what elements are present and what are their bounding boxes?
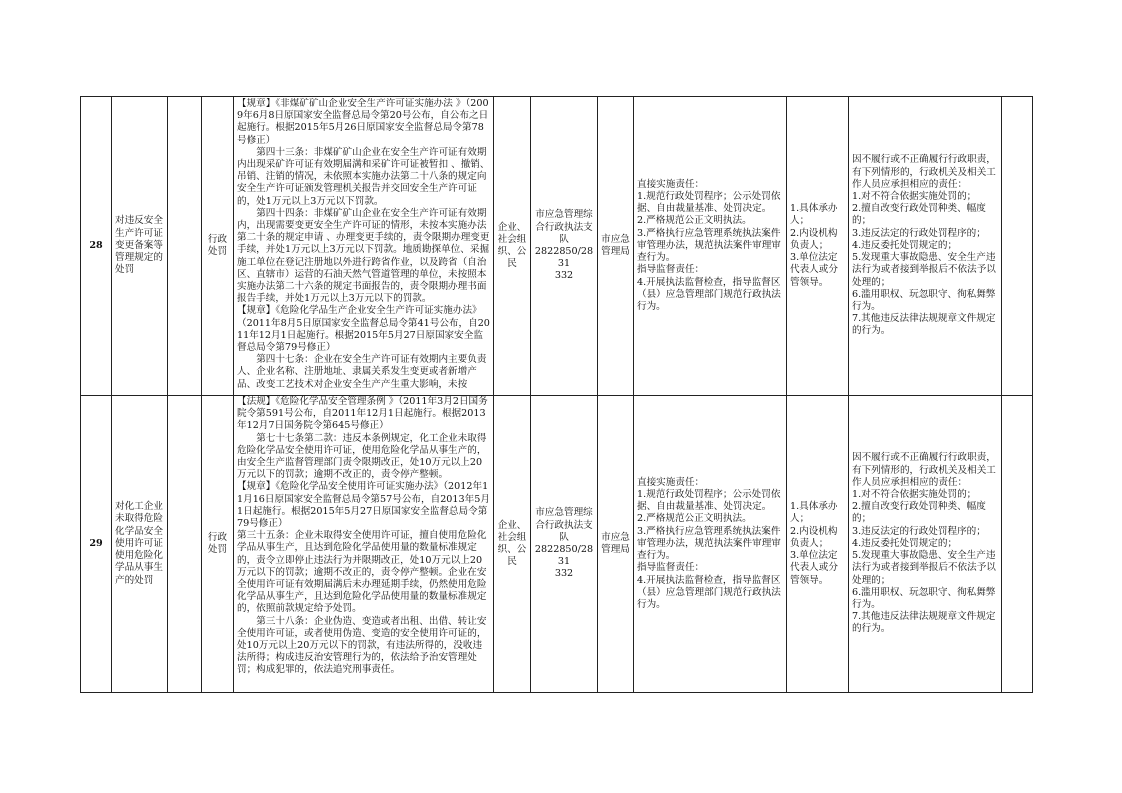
- authority-list-table: [80, 96, 1033, 693]
- item-name: 对违反安全生产许可证变更备案等管理规定的处罚: [112, 97, 168, 396]
- legal-basis: [234, 97, 494, 396]
- target-subject: 企业、社会组织、公民: [494, 97, 531, 396]
- basis-paragraph: 第四十七条：企业在安全生产许可证有效期内主要负责人、企业名称、注册地址、隶属关系发生变更或者新增产品、改变工艺技术对企业安全生产产生重大影响，未按: [237, 354, 487, 390]
- responsible-persons: 1.具体承办人； 2.内设机构负责人； 3.单位法定代表人或分管领导。: [787, 396, 849, 693]
- basis-paragraph: 第七十七条第二款：违反本条例规定，化工企业未取得危险化学品安全使用许可证，使用危险化学品从事生产的，由安全生产监督管理部门责令限期改正，处10万元以上20万元以下的罚款；逾期不改正的，责令停产整顿。: [237, 432, 487, 481]
- blank-cell: [1002, 396, 1033, 693]
- implementing-dept: 市应急管理综 合行政执法支 队 2822850/2831 332: [531, 97, 598, 396]
- table-row: [81, 396, 1033, 693]
- basis-paragraph: 【规章】《非煤矿矿山企业安全生产许可证实施办法 》（2009年6月8日原国家安全监督总局令第20号公布，自公布之日起施行。根据2015年5月26日原国家安全监督总局令第78号修正）: [237, 98, 489, 146]
- basis-paragraph: 第三十八条：企业伪造、变造或者出租、出借、转让安全使用许可证，或者使用伪造、变造的安全使用许可证的，处10万元以上20万元以下的罚款，有违法所得的，没收违法所得；构成违反治安管理行为的，依法给予治安管理处罚；构成犯罪的，依法追究刑事责任。: [237, 615, 487, 676]
- blank-cell: [168, 97, 202, 396]
- basis-paragraph: 【规章】《危险化学品生产企业安全生产许可证实施办法》（2011年8月5日原国家安全监督总局令第41号公布，自2011年12月1日起施行。根据2015年5月27日原国家安全监督总局令第79号修正）: [237, 305, 490, 354]
- supervising-bureau: 市应急管理局: [598, 97, 634, 396]
- basis-paragraph: 【法规】《危险化学品安全管理条例 》（2011年3月2日国务院令第591号公布，自2011年12月1日起施行。根据2013年12月7日国务院令第645号修正）: [237, 396, 488, 432]
- row-number: 29: [81, 396, 112, 693]
- item-name: 对化工企业未取得危险化学品安全使用许可证使用危险化学品从事生产的处罚: [112, 396, 168, 693]
- item-category: 行政处罚: [202, 97, 234, 396]
- responsible-persons: 1.具体承办人； 2.内设机构负责人； 3.单位法定代表人或分管领导。: [787, 97, 849, 396]
- row-number: 28: [81, 97, 112, 396]
- legal-basis: [234, 396, 494, 693]
- basis-paragraph: 第四十三条：非煤矿矿山企业在安全生产许可证有效期内出现采矿许可证有效期届满和采矿许可证被暂扣 、撤销、吊销、注销的情况，未依照本实施办法第二十八条的规定向安全生产许可证颁发管理机关报告并交回安全生产许可证的，处1万元以上3万元以下罚款。: [237, 146, 490, 207]
- basis-paragraph: 第三十五条：企业未取得安全使用许可证，擅自使用危险化学品从事生产，且达到危险化学品使用量的数量标准规定的，责令立即停止违法行为并限期改正，处10万元以上20万元以下的罚款；逾期不改正的，责令停产整顿。企业在安全使用许可证有效期届满后未办理延期手续，仍然使用危险化学品从事生产，且达到危险化学品使用量的数量标准规定的，依照前款规定给予处罚。: [237, 530, 487, 615]
- accountability-items: 因不履行或不正确履行行政职责，有下列情形的，行政机关及相关工作人员应承担相应的责任： 1.对不符合依据实施处罚的； 2.擅自改变行政处罚种类、幅度的； 3.违反法定的行政处罚程序的； 4.违反委托处罚规定的； 5.发现重大事故隐患、安全生产违法行为或者接到举报后不依法予以处理的； 6.滥用职权、玩忽职守、徇私舞弊行为。 7.其他违反法律法规规章文件规定的行为。: [849, 396, 1002, 693]
- blank-cell: [1002, 97, 1033, 396]
- target-subject: 企业、社会组织、公民: [494, 396, 531, 693]
- table-row: [81, 97, 1033, 396]
- duty-items: 直接实施责任： 1.规范行政处罚程序；公示处罚依据、自由裁量基准、处罚决定。 2.严格规范公正文明执法。 3.严格执行应急管理系统执法案件审管理办法，规范执法案件审理审查行为。 指导监督责任： 4.开展执法监督检查，指导监督区（县）应急管理部门规范行政执法行为。: [634, 396, 787, 693]
- basis-paragraph: 第四十四条：非煤矿矿山企业在安全生产许可证有效期内，出现需要变更安全生产许可证的情形，未按本实施办法第二十条的规定申请 、办理变更手续的，责令限期办理变更手续，并处1万元以上3万元以下罚款。地质勘探单位、采掘施工单位在登记注册地以外进行跨省作业，以及跨省（自治区、直辖市）运营的石油天然气管道管理的单位，未按照本实施办法第二十六条的规定书面报告的，责令限期办理书面报告手续，并处1万元以上3万元以下的罚款。: [237, 207, 490, 305]
- basis-paragraph: 【规章】《危险化学品安全使用许可证实施办法》（2012年11月16日原国家安全监督总局令第57号公布，自2013年5月1日起施行。根据2015年5月27日原国家安全监督总局令第79号修正）: [237, 481, 490, 530]
- blank-cell: [168, 396, 202, 693]
- duty-items: 直接实施责任： 1.规范行政处罚程序；公示处罚依据、自由裁量基准、处罚决定。 2.严格规范公正文明执法。 3.严格执行应急管理系统执法案件审管理办法，规范执法案件审理审查行为。 指导监督责任： 4.开展执法监督检查，指导监督区（县）应急管理部门规范行政执法行为。: [634, 97, 787, 396]
- item-category: 行政处罚: [202, 396, 234, 693]
- accountability-items: 因不履行或不正确履行行政职责，有下列情形的，行政机关及相关工作人员应承担相应的责任： 1.对不符合依据实施处罚的； 2.擅自改变行政处罚种类、幅度的； 3.违反法定的行政处罚程序的； 4.违反委托处罚规定的； 5.发现重大事故隐患、安全生产违法行为或者接到举报后不依法予以处理的； 6.滥用职权、玩忽职守、徇私舞弊行为。 7.其他违反法律法规规章文件规定的行为。: [849, 97, 1002, 396]
- supervising-bureau: 市应急管理局: [598, 396, 634, 693]
- implementing-dept: 市应急管理综 合行政执法支 队 2822850/2831 332: [531, 396, 598, 693]
